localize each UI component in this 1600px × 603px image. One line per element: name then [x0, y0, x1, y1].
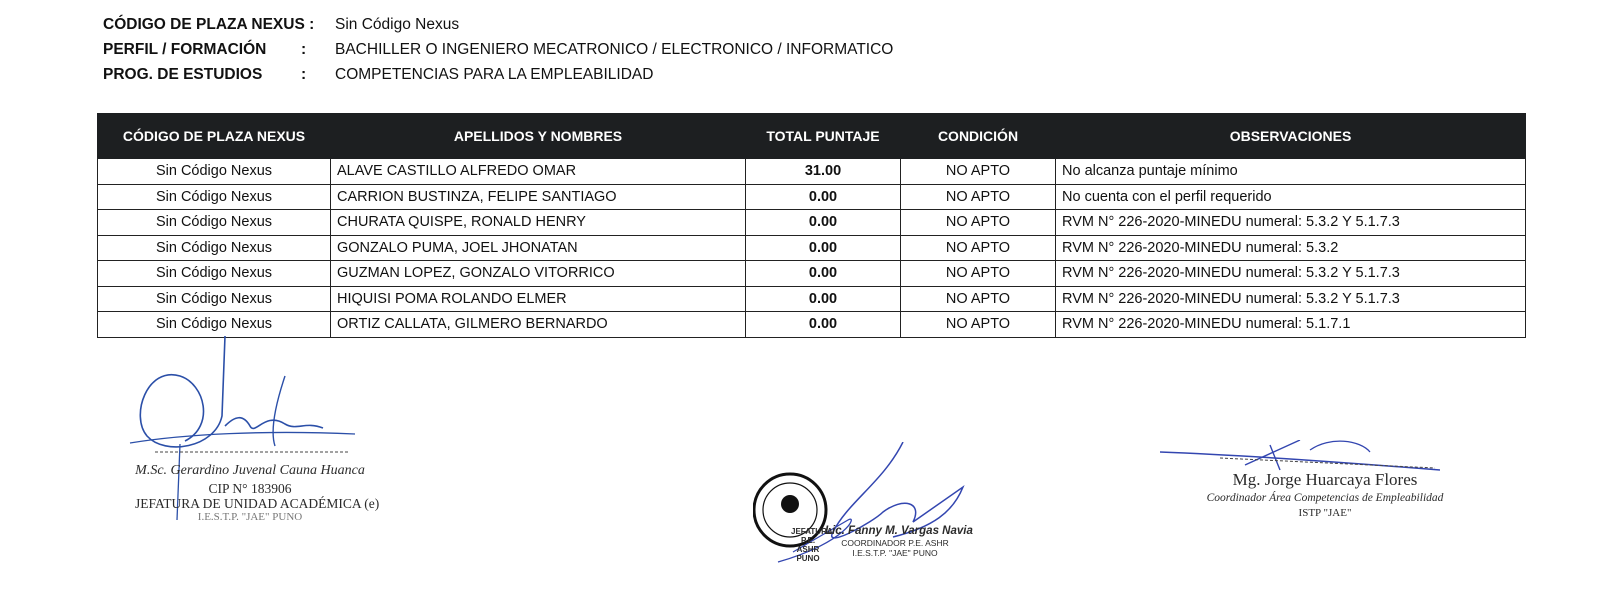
right-signature-inst: ISTP "JAE"	[1298, 507, 1352, 519]
cell-puntaje: 0.00	[746, 235, 901, 261]
cell-puntaje: 0.00	[746, 261, 901, 287]
cell-nombre: ORTIZ CALLATA, GILMERO BERNARDO	[331, 312, 746, 338]
center-signature-role: COORDINADOR P.E. ASHR	[841, 538, 949, 548]
cell-obs: RVM N° 226-2020-MINEDU numeral: 5.1.7.1	[1056, 312, 1526, 338]
col-header-puntaje: TOTAL PUNTAJE	[746, 114, 901, 159]
left-signature-role: JEFATURA DE UNIDAD ACADÉMICA (e)	[135, 496, 380, 511]
cell-codigo: Sin Código Nexus	[98, 210, 331, 236]
cell-puntaje: 0.00	[746, 210, 901, 236]
cell-codigo: Sin Código Nexus	[98, 261, 331, 287]
center-signature-name: Lic. Fanny M. Vargas Navia	[825, 525, 973, 537]
cell-condicion: NO APTO	[901, 184, 1056, 210]
cell-codigo: Sin Código Nexus	[98, 184, 331, 210]
cell-condicion: NO APTO	[901, 210, 1056, 236]
cell-nombre: GONZALO PUMA, JOEL JHONATAN	[331, 235, 746, 261]
cell-nombre: CARRION BUSTINZA, FELIPE SANTIAGO	[331, 184, 746, 210]
cell-codigo: Sin Código Nexus	[98, 159, 331, 185]
cell-condicion: NO APTO	[901, 235, 1056, 261]
header-prog-label: PROG. DE ESTUDIOS	[103, 66, 263, 83]
right-signature-name: Mg. Jorge Huarcaya Flores	[1232, 470, 1418, 489]
col-header-nombres: APELLIDOS Y NOMBRES	[331, 114, 746, 159]
cell-obs: RVM N° 226-2020-MINEDU numeral: 5.3.2 Y 5.1.7.3	[1056, 286, 1526, 312]
cell-condicion: NO APTO	[901, 312, 1056, 338]
cell-obs: RVM N° 226-2020-MINEDU numeral: 5.3.2 Y 5.1.7.3	[1056, 210, 1526, 236]
cell-nombre: HIQUISI POMA ROLANDO ELMER	[331, 286, 746, 312]
cell-puntaje: 31.00	[746, 159, 901, 185]
center-seal-text: JEFATURA P.E. ASHR PUNO	[791, 527, 833, 563]
col-header-condicion: CONDICIÓN	[901, 114, 1056, 159]
left-signature-inst: I.E.S.T.P. "JAE" PUNO	[197, 511, 303, 523]
table-header-row	[98, 114, 1526, 159]
header-plaza-value: Sin Código Nexus	[335, 16, 460, 33]
table-row	[98, 184, 1526, 210]
cell-codigo: Sin Código Nexus	[98, 235, 331, 261]
table-row	[98, 210, 1526, 236]
header-plaza-label: CÓDIGO DE PLAZA NEXUS :	[103, 16, 315, 33]
cell-nombre: GUZMAN LOPEZ, GONZALO VITORRICO	[331, 261, 746, 287]
header-perfil-sep: :	[301, 41, 307, 58]
cell-condicion: NO APTO	[901, 286, 1056, 312]
header-perfil-value: BACHILLER O INGENIERO MECATRONICO / ELECTRONICO / INFORMATICO	[335, 41, 894, 58]
results-table	[97, 113, 1526, 338]
cell-nombre: CHURATA QUISPE, RONALD HENRY	[331, 210, 746, 236]
cell-obs: RVM N° 226-2020-MINEDU numeral: 5.3.2 Y 5.1.7.3	[1056, 261, 1526, 287]
cell-nombre: ALAVE CASTILLO ALFREDO OMAR	[331, 159, 746, 185]
header-prog	[103, 65, 654, 85]
header-perfil-label: PERFIL / FORMACIÓN	[103, 41, 267, 58]
cell-codigo: Sin Código Nexus	[98, 286, 331, 312]
cell-condicion: NO APTO	[901, 261, 1056, 287]
left-signature-name: M.Sc. Gerardino Juvenal Cauna Huanca	[135, 463, 365, 478]
cell-puntaje: 0.00	[746, 286, 901, 312]
cell-obs: RVM N° 226-2020-MINEDU numeral: 5.3.2	[1056, 235, 1526, 261]
table-row	[98, 235, 1526, 261]
header-perfil	[103, 40, 894, 60]
header-prog-sep: :	[301, 66, 307, 83]
cell-codigo: Sin Código Nexus	[98, 312, 331, 338]
col-header-codigo: CÓDIGO DE PLAZA NEXUS	[98, 114, 331, 159]
left-signature-cip: CIP N° 183906	[208, 481, 292, 496]
cell-condicion: NO APTO	[901, 159, 1056, 185]
cell-obs: No cuenta con el perfil requerido	[1056, 184, 1526, 210]
cell-puntaje: 0.00	[746, 184, 901, 210]
cell-obs: No alcanza puntaje mínimo	[1056, 159, 1526, 185]
header-plaza	[103, 15, 460, 35]
cell-puntaje: 0.00	[746, 312, 901, 338]
table-row	[98, 286, 1526, 312]
table-row	[98, 261, 1526, 287]
center-signature-inst: I.E.S.T.P. "JAE" PUNO	[852, 548, 938, 558]
col-header-observaciones: OBSERVACIONES	[1056, 114, 1526, 159]
table-row	[98, 312, 1526, 338]
table-row	[98, 159, 1526, 185]
right-signature-role: Coordinador Área Competencias de Empleabilidad	[1206, 492, 1444, 504]
header-prog-value: COMPETENCIAS PARA LA EMPLEABILIDAD	[335, 66, 654, 83]
